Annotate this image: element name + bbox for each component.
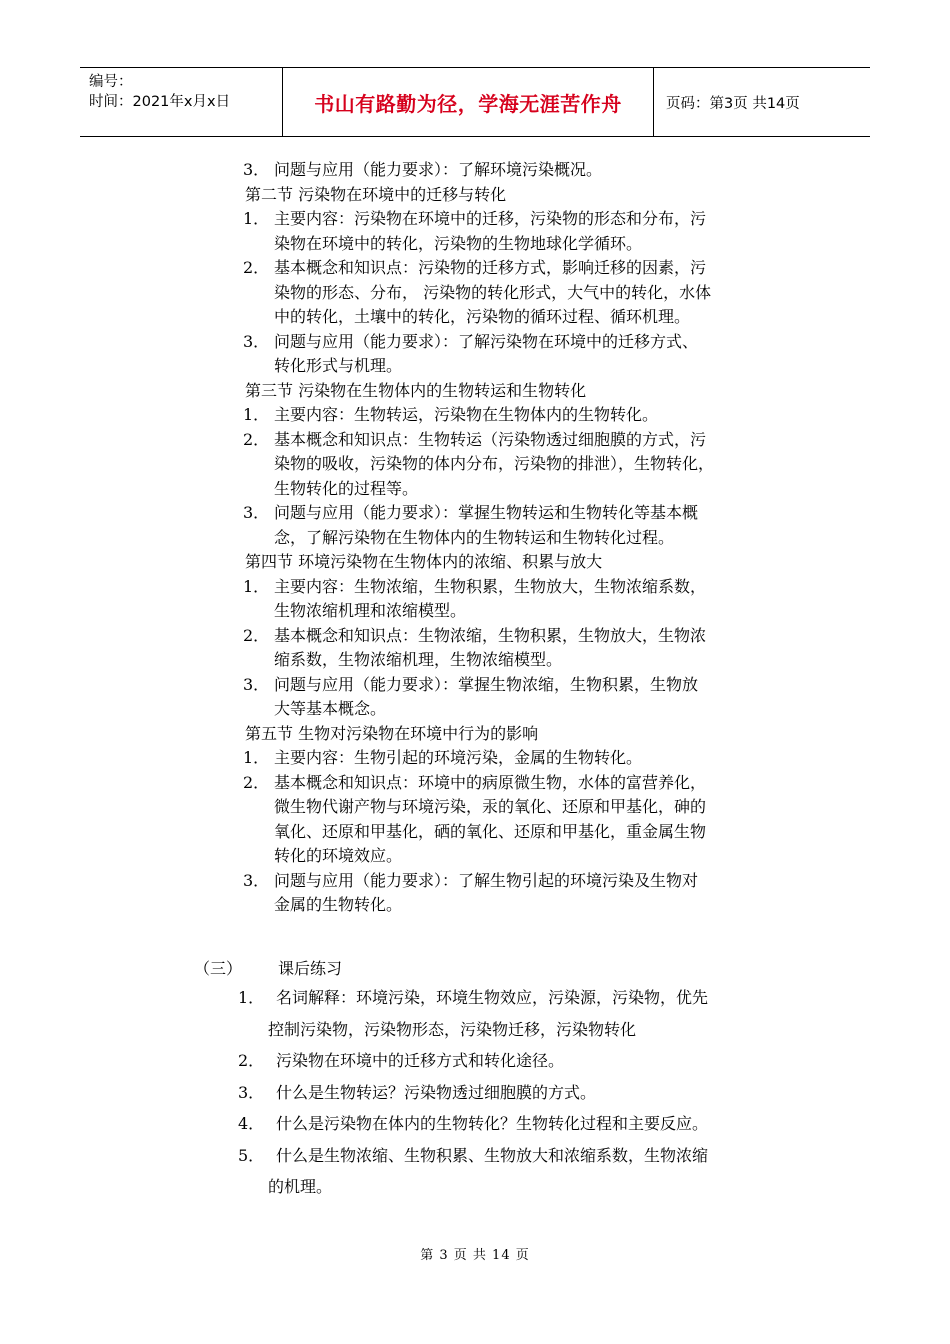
section-heading: 第三节 污染物在生物体内的生物转运和生物转化 — [245, 380, 587, 400]
exercise-item-text: 名词解释：环境污染，环境生物效应，污染源，污染物，优先 — [276, 988, 709, 1007]
exercise-item-number: 5． — [238, 1145, 265, 1165]
exercise-item-text: 什么是污染物在体内的生物转化？生物转化过程和主要反应。 — [276, 1114, 709, 1133]
exercise-section — [194, 956, 834, 1203]
exercise-list — [194, 982, 834, 1203]
exercise-item — [194, 1140, 834, 1172]
exercise-item-text: 什么是生物浓缩、生物积累、生物放大和浓缩系数，生物浓缩 — [276, 1145, 709, 1165]
exercise-item — [194, 982, 834, 1014]
list-item-text: 主要内容：生物浓缩，生物积累，生物放大，生物浓缩系数， — [274, 576, 707, 596]
list-item-number: 2． — [243, 625, 270, 645]
list-item-number: 3． — [243, 503, 270, 522]
list-item-continuation: 氧化、还原和甲基化，硒的氧化、还原和甲基化，重金属生物 — [274, 821, 707, 841]
header-motto-cell — [282, 68, 654, 136]
list-item-text: 基本概念和知识点：生物转运（污染物透过细胞膜的方式，污 — [274, 429, 707, 449]
list-item-text: 问题与应用（能力要求）：了解生物引起的环境污染及生物对 — [274, 870, 699, 890]
exercise-heading-number: （三） — [194, 959, 243, 978]
list-item-continuation: 缩系数，生物浓缩机理，生物浓缩模型。 — [274, 650, 563, 669]
header-motto: 书山有路勤为径，学海无涯苦作舟 — [314, 91, 622, 116]
exercise-item-continuation: 的机理。 — [268, 1177, 333, 1196]
list-item — [243, 330, 823, 355]
exercise-heading-title: 课后练习 — [278, 959, 343, 978]
header-page-cell — [654, 68, 870, 136]
list-item — [243, 869, 823, 894]
list-item-text: 问题与应用（能力要求）：了解污染物在环境中的迁移方式、 — [274, 331, 699, 351]
list-item — [243, 158, 823, 183]
list-item-continuation: 中的转化，土壤中的转化，污染物的循环过程、循环机理。 — [274, 307, 691, 326]
exercise-item-text: 污染物在环境中的迁移方式和转化途径。 — [276, 1051, 565, 1070]
exercise-item-number: 3． — [238, 1082, 265, 1102]
header-left-cell — [80, 68, 282, 136]
list-item-text: 问题与应用（能力要求）：掌握生物转运和生物转化等基本概 — [274, 503, 699, 522]
list-item-text: 主要内容：生物转运，污染物在生物体内的生物转化。 — [274, 405, 659, 424]
list-item-number: 3． — [243, 160, 270, 179]
list-item-number: 1． — [243, 576, 270, 596]
list-item — [243, 403, 823, 428]
list-item-number: 3． — [243, 674, 270, 694]
list-item — [243, 575, 823, 600]
list-item-number: 3． — [243, 870, 270, 890]
exercise-item-number: 1． — [238, 988, 265, 1007]
page-footer: 第 3 页 共 14 页 — [420, 1248, 530, 1263]
list-item-continuation: 染物的吸收，污染物的体内分布，污染物的排泄），生物转化， — [274, 454, 715, 473]
exercise-item-number: 2． — [238, 1051, 265, 1070]
list-item — [243, 256, 823, 281]
list-item-number: 2． — [243, 258, 270, 277]
page-header — [80, 67, 870, 137]
list-item — [243, 624, 823, 649]
list-item-number: 1． — [243, 405, 270, 424]
list-item — [243, 207, 823, 232]
list-item-number: 1． — [243, 748, 270, 767]
exercise-item — [194, 1045, 834, 1077]
exercise-heading — [194, 956, 834, 982]
section-heading: 第二节 污染物在环境中的迁移与转化 — [245, 184, 507, 204]
document-body — [243, 158, 823, 918]
section-heading: 第四节 环境污染物在生物体内的浓缩、积累与放大 — [245, 552, 603, 571]
list-item-continuation: 转化形式与机理。 — [274, 356, 403, 375]
section-heading: 第五节 生物对污染物在环境中行为的影响 — [245, 723, 539, 743]
list-item-continuation: 微生物代谢产物与环境污染，汞的氧化、还原和甲基化，砷的 — [274, 797, 707, 816]
list-item-continuation: 染物的形态、分布， 污染物的转化形式，大气中的转化，水体 — [274, 282, 712, 302]
list-item-continuation: 金属的生物转化。 — [274, 895, 403, 914]
list-item — [243, 771, 823, 796]
list-item-text: 基本概念和知识点：环境中的病原微生物，水体的富营养化， — [274, 772, 707, 792]
list-item-continuation: 大等基本概念。 — [274, 699, 387, 718]
list-item — [243, 746, 823, 771]
exercise-item-continuation: 控制污染物，污染物形态，污染物迁移，污染物转化 — [268, 1019, 637, 1039]
list-item-number: 1． — [243, 209, 270, 228]
list-item-text: 主要内容：生物引起的环境污染，金属的生物转化。 — [274, 748, 643, 767]
list-item-continuation: 生物转化的过程等。 — [274, 478, 419, 498]
list-item-continuation: 染物在环境中的转化，污染物的生物地球化学循环。 — [274, 233, 643, 253]
list-item-number: 2． — [243, 772, 270, 792]
list-item — [243, 501, 823, 526]
exercise-item-text: 什么是生物转运？污染物透过细胞膜的方式。 — [276, 1082, 597, 1102]
list-item-text: 基本概念和知识点：污染物的迁移方式，影响迁移的因素，污 — [274, 258, 707, 277]
list-item-text: 基本概念和知识点：生物浓缩，生物积累，生物放大，生物浓 — [274, 625, 707, 645]
list-item-text: 主要内容：污染物在环境中的迁移，污染物的形态和分布，污 — [274, 209, 707, 228]
list-item-continuation: 生物浓缩机理和浓缩模型。 — [274, 601, 467, 620]
list-item-number: 2． — [243, 429, 270, 449]
document-number-label: 编号： — [89, 74, 133, 90]
list-item-number: 3． — [243, 331, 270, 351]
list-item-continuation: 念，了解污染物在生物体内的生物转运和生物转化过程。 — [274, 527, 675, 547]
list-item — [243, 428, 823, 453]
list-item-text: 问题与应用（能力要求）：了解环境污染概况。 — [274, 160, 603, 179]
exercise-item — [194, 1108, 834, 1140]
list-item — [243, 673, 823, 698]
document-date: 时间：2021年x月x日 — [89, 94, 231, 110]
list-item-text: 问题与应用（能力要求）：掌握生物浓缩，生物积累，生物放 — [274, 674, 699, 694]
header-page-info: 页码：第3页 共14页 — [666, 95, 800, 112]
exercise-item — [194, 1077, 834, 1109]
exercise-item-number: 4． — [238, 1114, 265, 1133]
list-item-continuation: 转化的环境效应。 — [274, 846, 403, 865]
